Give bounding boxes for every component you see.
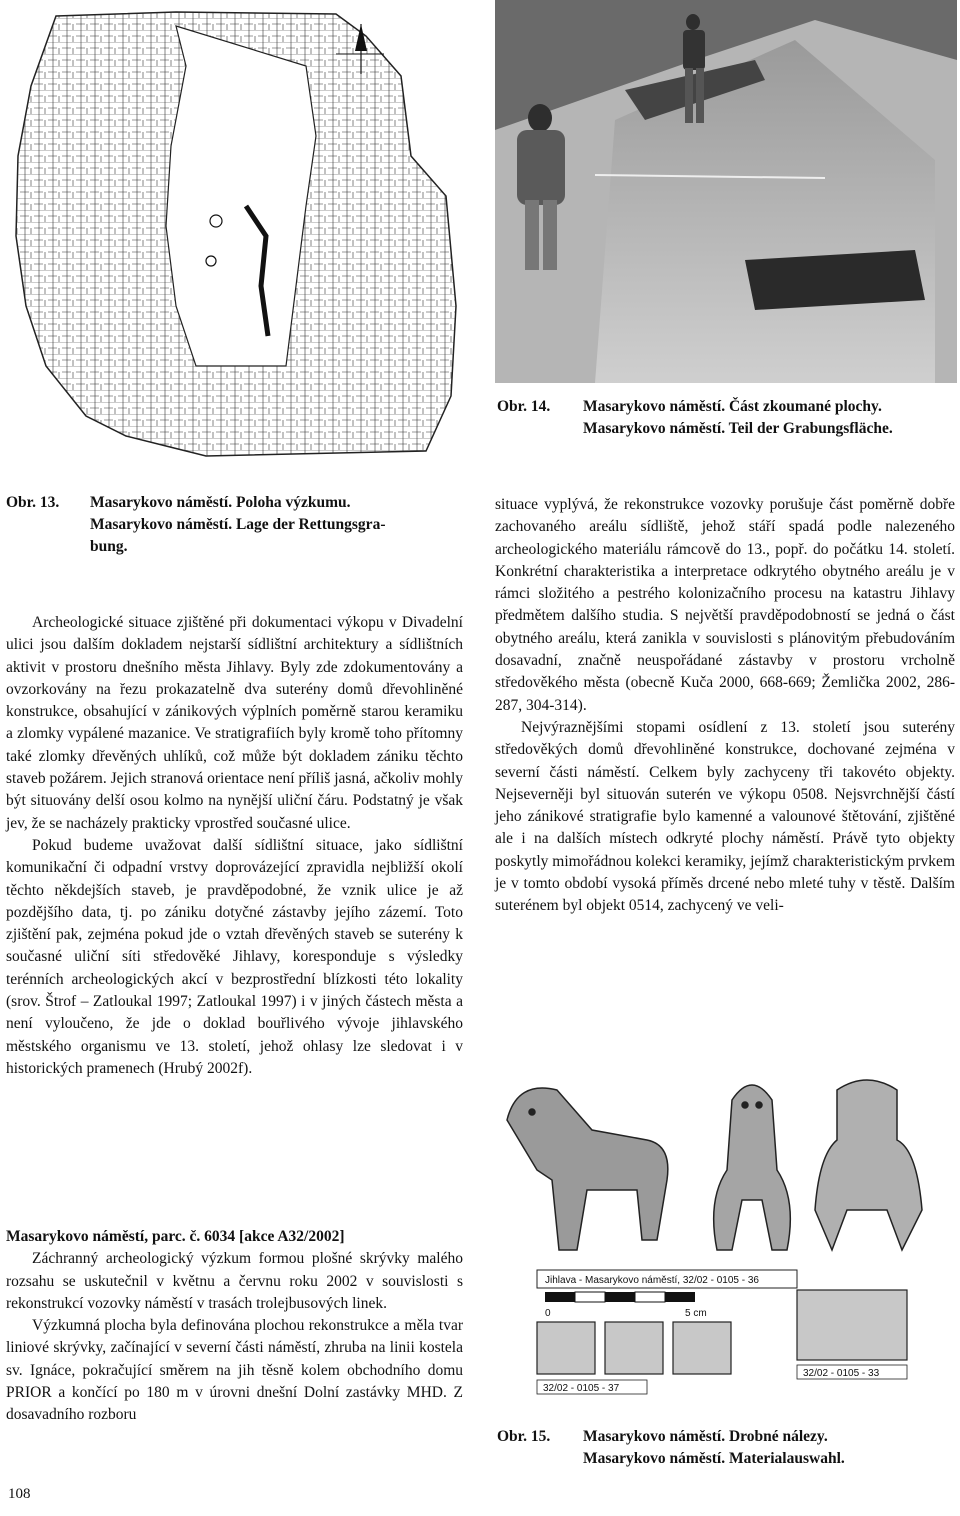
figure-13-label: Obr. 13. [6,494,60,511]
figure-13-caption [6,492,466,558]
scale-end-label: 5 cm [685,1308,707,1319]
paragraph: Nejvýraznějšími stopami osídlení z 13. století jsou suterény středověkých domů dřevohliněné konstrukce, dochované zejména v severní části náměstí. Celkem byly zachyceny tři takovéto objekty. Nejseverněji byl situován suterén ve výkopu 0508. Nejsvrchnější částí jeho zánikové stratigrafie bylo kamenné a valounové štětování, zjištěné ale i na dalších místech odkryté plochy náměstí. Právě tyto objekty poskytly mimořádnou kolekci keramiky, jejímž charakteristickým prvkem je v tomto období vysoká příměs drcené nebo mleté tuhy v těstě. Dalším suterénem byl objekt 0514, zachycený ve veli- [495,718,955,915]
right-column-text [495,494,955,918]
figure-14-label: Obr. 14. [497,398,551,415]
paragraph: Archeologické situace zjištěné při dokumentaci výkopu v Divadelní ulici jsou dalším dokladem nejstarší sídlištní architektury a sídlištních aktivit v prostoru dnešního města Jihlavy. Byly zde zdokumentovány a ovzorkovány na řezu prokazatelně dva suterény domů dřevohliněné konstrukce, obsahující v zánikových výplních poměrně starou keramiku a zlomky vypálené mazanice. Ve stratigrafiích byly kromě toho přítomny také zlomky dřevěných uhlíků, což může být dokladem zániku těchto staveb požárem. Jejich stranová orientace není příliš jasná, ačkoliv mohly být situovány delší osou kolmo na nynější uliční čáru. Podstatný je však jev, že se nacházely prakticky vprostřed současné ulice. [6,614,463,832]
tag-right-text: 32/02 - 0105 - 33 [803,1368,880,1379]
figure-13-town-plan [6,6,462,458]
horse-figurine-front-icon [714,1085,791,1250]
pit-shadow [745,250,925,310]
tiles-group [537,1290,907,1374]
paragraph: Záchranný archeologický výzkum formou plošné skrývky malého rozsahu se uskutečnil v květnu a červnu roku 2002 v souvislosti s rekonstrukcí vozovky náměstí v trasách trolejbusových linek. [6,1250,463,1312]
figure-15-caption-line-1: Masarykovo náměstí. Drobné nálezy. [583,1428,828,1445]
tag-left-text: 32/02 - 0105 - 37 [543,1383,620,1394]
figure-13-caption-line-1: Masarykovo náměstí. Poloha výzkumu. [90,494,351,511]
figure-14-caption-line-1: Masarykovo náměstí. Část zkoumané plochy. [583,398,882,415]
finds-drawing [497,1060,945,1420]
label-strip-text: Jihlava - Masarykovo náměstí, 32/02 - 0105 - 36 [545,1275,759,1286]
paragraph: situace vyplývá, že rekonstrukce vozovky porušuje část poměrně dobře zachovaného areálu sídliště, jehož stáří spadá podle nalezeného archeologického materiálu rámcově do 13., popř. do počátku 14. století. Konkrétní charakteristika a interpretace odkrytého obytného areálu je v rámci složitého a pestrého kolonizačního procesu na katastru Jihlavy předmětem dalšího studia. S největší pravděpodobností se jedná o část obytného areálu, která zanikla v souvislosti s plánovitým přebudováním dosavadní, značně neuspořádané zástavby v prostoru vrcholně středověkého města (obecně Kuča 2000, 668-669; Žemlička 2002, 286-287, 304-314). [495,496,955,714]
page-number: 108 [8,1486,31,1502]
excavation-photo [495,0,957,383]
paragraph: Pokud budeme uvažovat další sídlištní situace, jako sídlištní komunikační či odpadní vrstvy doprovázející zpravidla nejbližší okolí těchto někdejších staveb, je pravděpodobné, že vznik ulice je až pozdějšího data, tj. po zániku dotyčné zástavby jejího zázemí. Toto zjištění pak, zejména pokud jde o vztah dřevěných staveb se suterény k současné uliční síti středověké Jihlavy, koresponduje s výsledky terénních archeologických akcí v bezprostřední blízkosti této lokality (srov. Štrof – Zatloukal 1997; Zatloukal 1997) i v jiných částech města a není vyloučeno, že jde o doklad bouřlivého vývoje jihlavského městského organismu ve 13. století, jehož ohlasy lze sledovat i v historických pramenech (Hrubý 2002f). [6,836,463,1077]
horse-figurine-icon [507,1088,668,1250]
tile-fragment [537,1322,595,1374]
figure-15-label: Obr. 15. [497,1428,551,1445]
tile-fragment [605,1322,663,1374]
left-column-text [6,612,463,1080]
figure-15-caption-line-2: Masarykovo náměstí. Materialauswahl. [583,1450,845,1467]
scale-bar [545,1292,707,1319]
horse-figurine-back-icon [815,1080,922,1250]
scale-zero-label: 0 [545,1308,551,1319]
tile-fragment [673,1322,731,1374]
figure-14-caption-line-2: Masarykovo náměstí. Teil der Grabungsfläche. [583,420,893,437]
figure-13-caption-line-3: bung. [90,538,128,555]
figure-14-caption [497,396,957,444]
tile-fragment [797,1290,907,1360]
paragraph: Výzkumná plocha byla definována plochou rekonstrukce a měla tvar liniové skrývky, začínající v severní části náměstí, zhruba na linii kostela sv. Ignáce, pokračující směrem na jih těsně kolem obchodního domu PRIOR a končící po 180 m v úrovni dnešní Dolní zastávky MHD. Z dosavadního rozboru [6,1317,463,1424]
figure-13-caption-line-2: Masarykovo náměstí. Lage der Rettungsgra- [90,516,386,533]
section-heading: Masarykovo náměstí, parc. č. 6034 [akce A32/2002] [6,1228,345,1245]
figure-15-caption [497,1426,957,1474]
left-column-section [6,1226,463,1427]
town-plan-map [6,6,462,458]
figure-15-finds [497,1060,945,1420]
figure-14-excavation-photo [495,0,957,383]
